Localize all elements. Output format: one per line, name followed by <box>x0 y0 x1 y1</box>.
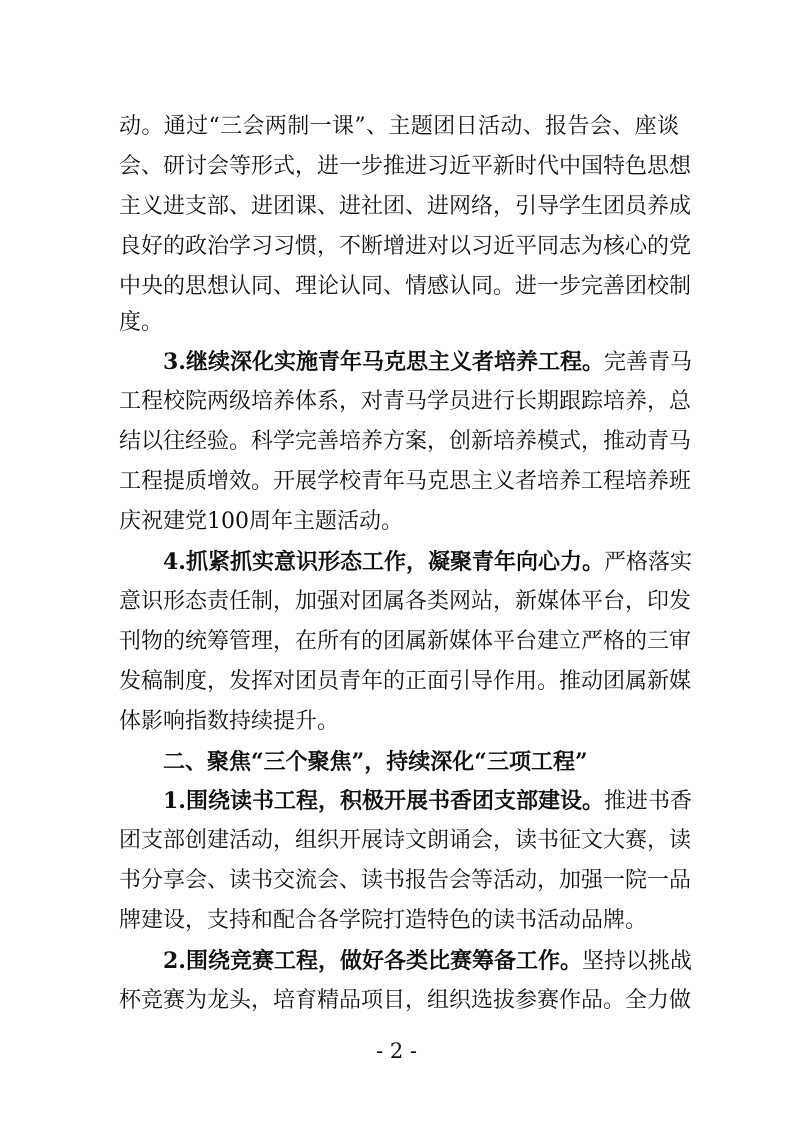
text-line: 刊物的统筹管理，在所有的团属新媒体平台建立严格的三审 <box>119 629 692 654</box>
paragraph-first-line <box>163 781 692 821</box>
text-line: 发稿制度，发挥对团员青年的正面引导作用。推动团属新媒 <box>119 669 692 694</box>
text-line: 工程校院两级培养体系，对青马学员进行长期跟踪培养，总 <box>119 389 692 414</box>
text-line: 结以往经验。科学完善培养方案，创新培养模式，推动青马 <box>119 429 692 454</box>
paragraph-first-line <box>163 941 692 981</box>
paragraph-text: 严格落实 <box>603 550 692 575</box>
text-line: 中央的思想认同、理论认同、情感认同。进一步完善团校制 <box>119 274 692 299</box>
text-line: 会、研讨会等形式，进一步推进习近平新时代中国特色思想 <box>119 154 692 179</box>
text-line: 良好的政治学习习惯，不断增进对以习近平同志为核心的党 <box>119 234 692 259</box>
text-line: 团支部创建活动，组织开展诗文朗诵会，读书征文大赛，读 <box>119 828 692 853</box>
paragraph-heading: 4.抓紧抓实意识形态工作，凝聚青年向心力。 <box>163 549 604 575</box>
text-line: 工程提质增效。开展学校青年马克思主义者培养工程培养班 <box>119 469 692 494</box>
text-line: 书分享会、读书交流会、读书报告会等活动，加强一院一品 <box>119 868 692 893</box>
text-line: 庆祝建党100周年主题活动。 <box>119 509 403 534</box>
text-line: 体影响指数持续提升。 <box>119 709 340 734</box>
text-line: 杯竞赛为龙头，培育精品项目，组织选拔参赛作品。全力做 <box>119 988 692 1013</box>
text-line: 度。 <box>119 310 164 335</box>
page-number: - 2 - <box>376 1039 417 1063</box>
paragraph-first-line <box>163 542 692 582</box>
section-heading: 二、聚焦“三个聚焦”，持续深化“三项工程” <box>163 749 588 775</box>
paragraph-heading: 1.围绕读书工程，积极开展书香团支部建设。 <box>163 788 604 814</box>
text-line: 主义进支部、进团课、进社团、进网络，引导学生团员养成 <box>119 194 692 219</box>
paragraph-text: 完善青马 <box>603 350 692 375</box>
text-line: 意识形态责任制，加强对团属各类网站，新媒体平台，印发 <box>119 589 692 614</box>
text-line: 动。通过“三会两制一课”、主题团日活动、报告会、座谈 <box>119 114 679 139</box>
paragraph-heading: 2.围绕竞赛工程，做好各类比赛筹备工作。 <box>163 948 582 974</box>
paragraph-text: 坚持以挑战 <box>581 949 692 974</box>
paragraph-heading: 3.继续深化实施青年马克思主义者培养工程。 <box>163 349 604 375</box>
paragraph-text: 推进书香 <box>603 789 692 814</box>
text-line: 牌建设，支持和配合各学院打造特色的读书活动品牌。 <box>119 908 648 933</box>
paragraph-first-line <box>163 342 692 382</box>
